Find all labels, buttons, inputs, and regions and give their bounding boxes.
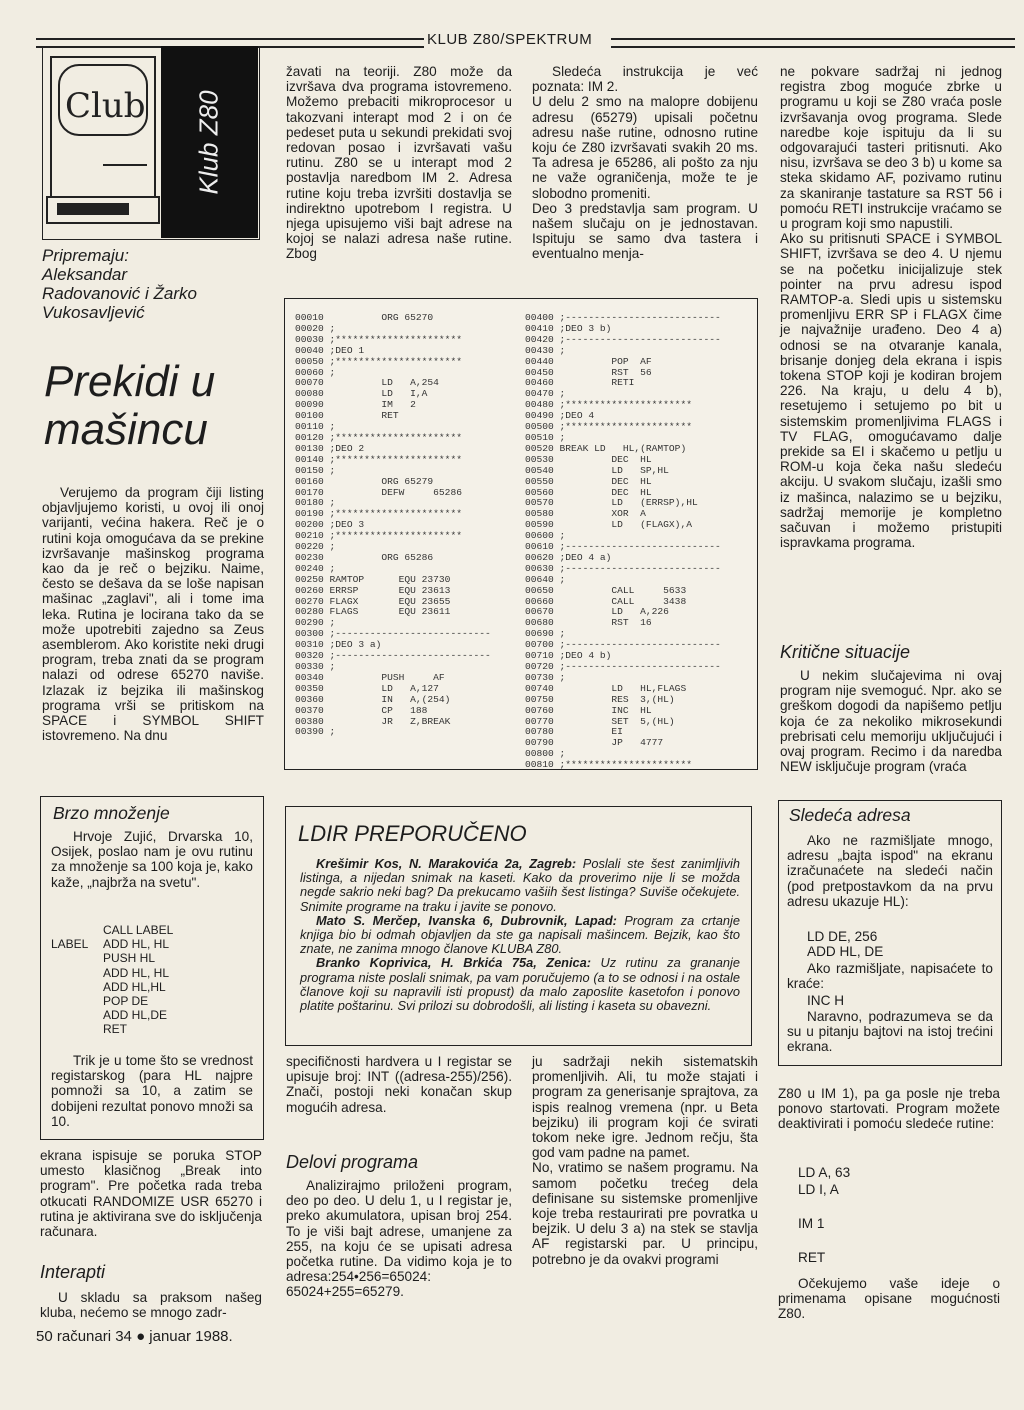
article-title: Prekidi u mašincu	[44, 357, 216, 454]
listing-right: 00400 ;--------------------------- 00410 ;DEO 3 b) 00420 ;--------------------------- 00430 ; 00440 POP AF 00450 RST 56 00460 RETI 00470 ; 00480 ;********************** 00490 ;DEO 4 00500 ;********************** 00510 ; 00520 BREAK LD HL,(RAMTOP) 00530 DEC HL 00540 LD SP,HL 00550 DEC HL 00560 DEC HL 00570 LD (ERRSP),HL 00580 XOR A 00590 LD (FLAGX),A 00600 ; 00610 ;--------------------------- 00620 ;DEO 4 a) 00630 ;--------------------------- 00640 ; 00650 CALL 5633 00660 CALL 3438 00670 LD A,226 00680 RST 16 00690 ; 00700 ;--------------------------- 00710 ;DEO 4 b) 00720 ;--------------------------- 00730 ; 00740 LD HL,FLAGS 00750 RES 3,(HL) 00760 INC HL 00770 SET 5,(HL) 00780 EI 00790 JP 4777 00800 ; 00810 ;**********************	[525, 312, 721, 771]
ldir-entry: Branko Koprivica, H. Brkića 75a, Zenica: Uz rutinu za grananje programa niste poslali snimak, pa vam poručujemo (a to se odnosi i na ostale članove koji su napravili isti propust) da malo zaposlite kasetofon i ponovo platite poštarinu. Svi prilozi su dobrodošli, ali listing i kaseta su obavezni.	[300, 955, 741, 1014]
sledeca-text3: Naravno, podrazumeva se da su u pitanju bajtovi na istoj trećini ekrana.	[787, 1009, 993, 1055]
logo-club-word: Club	[65, 86, 146, 126]
ldir-box	[285, 806, 752, 1046]
authors: Pripremaju: Aleksandar Radovanović i Žarko Vukosavljević	[42, 246, 197, 322]
listing-left: 00010 ORG 65270 00020 ; 00030 ;********************** 00040 ;DEO 1 00050 ;********************** 00060 ; 00070 LD A,254 00080 LD I,A 00090 IM 2 00100 RET 00110 ; 00120 ;********************** 00130 ;DEO 2 00140 ;********************** 00150 ; 00160 ORG 65279 00170 DEFW 65286 00180 ; 00190 ;********************** 00200 ;DEO 3 00210 ;********************** 00220 ; 00230 ORG 65286 00240 ; 00250 RAMTOP EQU 23730 00260 ERRSP EQU 23613 00270 FLAGX EQU 23655 00280 FLAGS EQU 23611 00290 ; 00300 ;--------------------------- 00310 ;DEO 3 a) 00320 ;--------------------------- 00330 ; 00340 PUSH AF 00350 LD A,127 00360 IN A,(254) 00370 CP 188 00380 JR Z,BREAK 00390 ;	[295, 312, 491, 738]
col1-bottom: ekrana ispisuje se poruka STOP umesto klasičnog „Break into program". Pre početka rada treba otkucati RANDOMIZE USR 65270 i rutina je aktivirana sve do isključenja računara.	[40, 1148, 262, 1240]
kriticne-title: Kritične situacije	[780, 642, 911, 662]
sledeca-adresa-box	[778, 800, 1002, 1066]
ldir-entries	[300, 857, 740, 1013]
ldir-entry: Krešimir Kos, N. Marakovića 2a, Zagreb: Poslali ste šest zanimljivih listinga, a nijedan snimak na kaseti. Kako da proverimo nije li se možda negde sakrio neki bag? Da prekucamo vašiih šest listinga? Suviše očekujete. Snimite programe na traku i javite se ponovo.	[300, 856, 740, 914]
sledeca-code2: INC H	[807, 993, 845, 1008]
brzo-intro: Hrvoje Zujić, Drvarska 10, Osijek, poslao nam je ovu rutinu za množenje sa 100 koja je, kako kaže, „najbrža na svetu".	[51, 829, 253, 890]
brzo-code: CALL LABEL ADD HL, HL PUSH HL ADD HL, HL ADD HL,HL POP DE ADD HL,DE RET	[103, 923, 174, 1037]
col4-top: ne pokvare sadržaj ni jednog registra zbog moguće zbrke u programu u koji se Z80 vraća posle izvršavanja ovog programa. Slede naredbe koje ispituju da li su odgovarajući tasteri pritisnuti. Ako nisu, izvršava se deo 3 b) u kome sa steka skidamo AF, pozivamo rutinu za skaniranje tastature sa RST 56 i pomoću RETI instrukcije vraćamo se u program koji smo napustili. Ako su pritisnuti SPACE i SYMBOL SHIFT, izvršava se deo 4. U njemu se na početku inicijalizuje stek pointer na prvu adresu ispod RAMTOP-a. Sledi upis u sistemsku promenljivu ERR SP i FLAGX čime je najvažnije urađeno. Deo 4 a) odnosi se na otvaranje kanala, brisanje donjeg dela ekrana i ispis tokena STOP koji je kodiran brojem 226. Na kraju, u delu 4 b), resetujemo i setujemo po bit u sistemskim promenljivima FLAGS i TV FLAG, omogućavamo dalje prekide sa EI i skačemo u petlju u ROM-u koja čeka našu sledeću akciju. U svakom slučaju, izašli smo iz mašinca, nalazimo se u bejziku, sadržaj memorije je kompletno sačuvan i možemo pristupiti ispravkama programa.	[780, 64, 1002, 551]
header-rule-right	[611, 38, 1015, 48]
col1-intro: Verujemo da program čiji listing objavljujemo koristi, u ovoj ili onoj varijanti, većina hakera. Reč je o rutini koja omogućava da se prekine izvršavanje mašinskog programa kao da je reč o bejziku. Naime, često se dešava da se loše napisan mašinac „zaglavi", ali i tome ima leka. Rutina je locirana tako da se može upotrebiti zajedno sa Zeus asemblerom. Ako koristite neki drugi program, treba znati da se program nalazi od odrese 65270 naviše. Izlazak iz bejzika ili mašinskog programa vrši se pritiskom na SPACE i SYMBOL SHIFT istovremeno. Na dnu	[42, 485, 264, 744]
col4-bottom: Z80 u IM 1), pa ga posle nje treba ponovo startovati. Program možete deaktivirati i pomoću sledeće rutine:	[778, 1086, 1000, 1132]
col3-top: Sledeća instrukcija je već poznata: IM 2. U delu 2 smo na malopre dobijenu adresu (65279) upisali početnu adresu naše rutine, odnosno rutine koju će Z80 izvršavati svakih 20 ms. Ta adresa je 65286, ali pošto za nju ne važe ograničenja, može te je slobodno promeniti. Deo 3 predstavlja sam program. U našem slučaju on je jednostavan. Ispituju se samo dva tastera i eventualno menja-	[532, 64, 758, 262]
sledeca-code1: LD DE, 256 ADD HL, DE	[807, 929, 884, 960]
delovi-title: Delovi programa	[286, 1152, 419, 1172]
logo-side-label: Klub Z80	[194, 89, 225, 195]
kriticne-text: U nekim slučajevima ni ovaj program nije svemoguć. Npr. ako se greškom dogodi da napišemo petlju koja će za nekoliko mikrosekundi prebrisati celu memoriju uključujući i ovaj program. Recimo i da naredba NEW isključuje program (vraća	[780, 668, 1002, 775]
brzo-mnozenje-box	[40, 796, 264, 1140]
col3-bottom: ju sadržaji nekih sistematskih promenljivih. Ali, tu može stajati i program za generisanje sprajtova, za ispis realnog vremena (npr. u Beta bejziku) ili program koji će svirati tokom neke igre. Jednom rečju, šta god vam padne na pamet. No, vratimo se našem programu. Na samom početku trećeg dela definisane su sistemske promenljive koje treba restaurirati pre povratka u bejzik. U delu 3 a) na stek se stavlja AF registarski par. U principu, potrebno je da ovakvi programi	[532, 1054, 758, 1267]
sledeca-text1: Ako ne razmišljate mnogo, adresu „bajta ispod" na ekranu izračunaćete na sledeći način (pod pretpostavkom da na prvu adresu ukazuje HL):	[787, 833, 993, 909]
brzo-title: Brzo množenje	[53, 803, 170, 823]
sledeca-text2: Ako razmišljate, napisaćete to kraće:	[787, 961, 993, 992]
interapti-title: Interapti	[40, 1262, 106, 1282]
sledeca-title: Sledeća adresa	[789, 805, 911, 825]
brzo-label: LABEL	[51, 937, 89, 951]
delovi-text: Analizirajmo priloženi program, deo po deo. U delu 1, u I registar je, preko akumulatora, upisan broj 254. To je viši bajt adrese, umanjene za 255, na koju će se upisati adresa početka rutine. Da vidimo koja je to adresa:254•256=65024: 65024+255=65279.	[286, 1178, 512, 1300]
col4-code: LD A, 63 LD I, A IM 1 RET	[798, 1165, 851, 1265]
header-title: KLUB Z80/SPEKTRUM	[427, 31, 593, 48]
interapti-text: U skladu sa praksom našeg kluba, nećemo se mnogo zadr-	[40, 1290, 262, 1321]
brzo-outro: Trik je u tome što se vrednost registarskog (para HL najpre pomnoži sa 10, a zatim se dobijeni rezultat ponovo množi sa 10.	[51, 1053, 253, 1129]
program-listing	[284, 298, 758, 770]
col2-top: žavati na teoriji. Z80 može da izvršava dva programa istovremeno. Možemo prebaciti mikroprocesor u takozvani interapt mod 2 i on će pedeset puta u sekundi prekidati svoj redovan posao i izvršavati vašu rutinu. Z80 se u interapt mod 2 postavlja naredbom IM 2. Adresa rutine koju treba izvršiti dostavlja se indirektno upotrebom I registra. U njega upisujemo viši bajt adrese na kojoj se nalazi adresa naše rutine. Zbog	[286, 64, 512, 262]
computer-logo-icon	[43, 47, 161, 237]
ldir-entry: Mato S. Merčep, Ivanska 6, Dubrovnik, Lapad: Program za crtanje knjiga bio bi odmah objavljen da ste ga napisali mašincem. Bejzik, kao što znate, ne zanima mnogo članove KLUBA Z80.	[300, 912, 740, 957]
page-footer: 50 računari 34 ● januar 1988.	[36, 1328, 233, 1345]
col4-end: Očekujemo vaše ideje o primenama opisane mogućnosti Z80.	[778, 1276, 1000, 1322]
ldir-title: LDIR PREPORUČENO	[298, 821, 527, 846]
col2-bottom: specifičnosti hardvera u I registar se upisuje broj: INT ((adresa-255)/256). Znači, postoji neki konačan skup mogućih adresa.	[286, 1054, 512, 1115]
